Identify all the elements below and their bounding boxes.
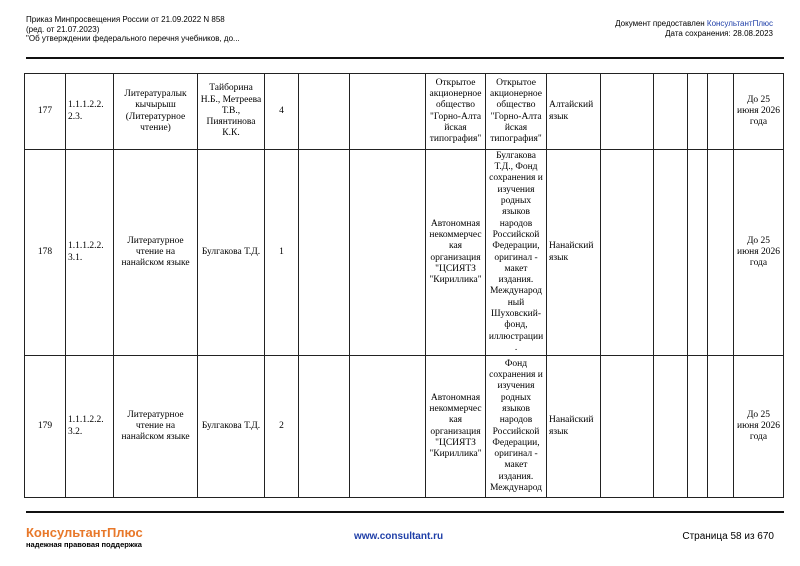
table-row xyxy=(25,150,784,356)
rights-holder: Фонд сохранения и изучения родных языков народов Российской Федерации, оригинал - макет издания. Международ xyxy=(486,356,547,498)
textbook-code: 1.1.1.2.2. 2.3. xyxy=(66,74,114,150)
grade: 4 xyxy=(265,74,299,150)
authors: Булгакова Т.Д. xyxy=(198,150,265,356)
row-number: 178 xyxy=(25,150,66,356)
textbook-code: 1.1.1.2.2. 3.2. xyxy=(66,356,114,498)
publisher: Открытое акционерное общество "Горно-Алта йская типография" xyxy=(426,74,486,150)
empty-cell xyxy=(601,356,654,498)
textbook-title: Литературалык кычырыш (Литературное чтение) xyxy=(114,74,198,150)
deadline: До 25 июня 2026 года xyxy=(734,356,784,498)
save-date: Дата сохранения: 28.08.2023 xyxy=(665,28,773,38)
rights-holder: Булгакова Т.Д., Фонд сохранения и изучения родных языков народов Российской Федерации, оригинал - макет издания. Международ ный Шуховский-фонд, иллюстрации . xyxy=(486,150,547,356)
provider-header xyxy=(615,19,773,38)
grade: 1 xyxy=(265,150,299,356)
empty-cell xyxy=(601,74,654,150)
empty-cell xyxy=(350,150,426,356)
empty-cell xyxy=(688,74,708,150)
empty-cell xyxy=(654,74,688,150)
textbook-code: 1.1.1.2.2. 3.1. xyxy=(66,150,114,356)
authors: Булгакова Т.Д. xyxy=(198,356,265,498)
publisher: Автономная некоммерчес кая организация "ЦСИЯТЗ "Кириллика" xyxy=(426,150,486,356)
empty-cell xyxy=(299,74,350,150)
authors: Тайборина Н.Б., Метреева Т.В., Пиянтинова К.К. xyxy=(198,74,265,150)
empty-cell xyxy=(601,150,654,356)
language: Нанайский язык xyxy=(547,356,601,498)
logo-tagline: надежная правовая поддержка xyxy=(26,540,142,549)
row-number: 179 xyxy=(25,356,66,498)
empty-cell xyxy=(654,150,688,356)
empty-cell xyxy=(350,356,426,498)
row-number: 177 xyxy=(25,74,66,150)
deadline: До 25 июня 2026 года xyxy=(734,74,784,150)
footer-divider xyxy=(26,511,784,513)
textbook-title: Литературное чтение на нанайском языке xyxy=(114,150,198,356)
empty-cell xyxy=(299,150,350,356)
doc-title-line: Приказ Минпросвещения России от 21.09.2022 N 858 xyxy=(26,15,225,24)
logo-text: КонсультантПлюс xyxy=(26,525,143,540)
empty-cell xyxy=(708,74,734,150)
language: Нанайский язык xyxy=(547,150,601,356)
table-row xyxy=(25,74,784,150)
empty-cell xyxy=(688,356,708,498)
grade: 2 xyxy=(265,356,299,498)
website-link[interactable]: www.consultant.ru xyxy=(354,531,444,542)
empty-cell xyxy=(708,356,734,498)
empty-cell xyxy=(688,150,708,356)
table-row xyxy=(25,356,784,498)
page-number: Страница 58 из 670 xyxy=(682,531,774,542)
publisher: Автономная некоммерчес кая организация "ЦСИЯТЗ "Кириллика" xyxy=(426,356,486,498)
empty-cell xyxy=(350,74,426,150)
doc-subject-line: "Об утверждении федерального перечня учебников, до... xyxy=(26,34,240,44)
empty-cell xyxy=(654,356,688,498)
textbook-table xyxy=(24,73,784,498)
textbook-title: Литературное чтение на нанайском языке xyxy=(114,356,198,498)
rights-holder: Открытое акционерное общество "Горно-Алта йская типография" xyxy=(486,74,547,150)
language: Алтайский язык xyxy=(547,74,601,150)
deadline: До 25 июня 2026 года xyxy=(734,150,784,356)
header-divider xyxy=(26,57,784,59)
consultant-logo[interactable] xyxy=(26,525,143,549)
empty-cell xyxy=(299,356,350,498)
provider-link[interactable]: КонсультантПлюс xyxy=(706,19,773,28)
doc-edition-line: (ред. от 21.07.2023) xyxy=(26,24,100,34)
empty-cell xyxy=(708,150,734,356)
provided-by-label: Документ предоставлен xyxy=(615,19,707,28)
document-header xyxy=(26,15,240,44)
